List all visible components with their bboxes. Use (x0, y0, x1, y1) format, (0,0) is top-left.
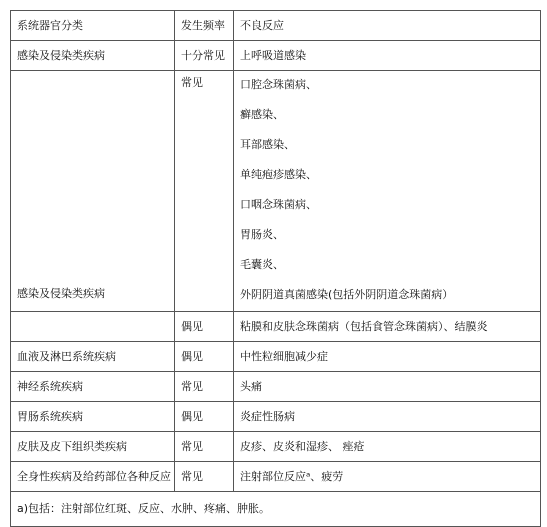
table-row (11, 41, 541, 71)
reaction-item: 癣感染、 (240, 108, 284, 121)
header-organ-class: 系统器官分类 (11, 11, 175, 41)
frequency-cell: 常见 (175, 462, 234, 492)
organ-cell (11, 312, 175, 342)
reaction-cell: 头痛 (234, 372, 541, 402)
reaction-item: 单纯疱疹感染、 (240, 168, 317, 181)
frequency-cell: 常见 (175, 71, 234, 312)
reaction-item: 口腔念珠菌病、 (240, 78, 317, 91)
reaction-cell: 注射部位反应ᵃ、疲劳 (234, 462, 541, 492)
table-header-row (11, 11, 541, 41)
reaction-cell: 上呼吸道感染 (234, 41, 541, 71)
organ-cell: 神经系统疾病 (11, 372, 175, 402)
reaction-item: 毛囊炎、 (240, 258, 284, 271)
reaction-cell: 炎症性肠病 (234, 402, 541, 432)
table-row (11, 312, 541, 342)
reaction-item: 口咽念珠菌病、 (240, 198, 317, 211)
organ-cell: 全身性疾病及给药部位各种反应 (11, 462, 175, 492)
header-frequency: 发生频率 (175, 11, 234, 41)
adverse-reactions-table (10, 10, 541, 527)
reaction-cell: 中性粒细胞减少症 (234, 342, 541, 372)
frequency-cell: 偶见 (175, 402, 234, 432)
table-row (11, 432, 541, 462)
reaction-cell (234, 71, 541, 312)
table-row (11, 462, 541, 492)
table-row (11, 342, 541, 372)
reaction-cell: 粘膜和皮肤念珠菌病（包括食管念珠菌病）、结膜炎 (234, 312, 541, 342)
organ-cell: 血液及淋巴系统疾病 (11, 342, 175, 372)
frequency-cell: 十分常见 (175, 41, 234, 71)
reaction-cell: 皮疹、皮炎和湿疹、 痤疮 (234, 432, 541, 462)
organ-cell: 感染及侵染类疾病 (11, 71, 175, 312)
table-row (11, 372, 541, 402)
header-adverse-reaction: 不良反应 (234, 11, 541, 41)
reaction-item: 外阴阴道真菌感染(包括外阴阴道念珠菌病） (240, 288, 454, 301)
footnote-row (11, 492, 541, 527)
frequency-cell: 常见 (175, 372, 234, 402)
footnote: a)包括：注射部位红斑、反应、水肿、疼痛、肿胀。 (11, 492, 541, 527)
organ-cell: 感染及侵染类疾病 (11, 41, 175, 71)
organ-cell: 皮肤及皮下组织类疾病 (11, 432, 175, 462)
table-row (11, 402, 541, 432)
frequency-cell: 常见 (175, 432, 234, 462)
frequency-cell: 偶见 (175, 312, 234, 342)
frequency-cell: 偶见 (175, 342, 234, 372)
reaction-item: 耳部感染、 (240, 138, 295, 151)
organ-cell: 胃肠系统疾病 (11, 402, 175, 432)
reaction-item: 胃肠炎、 (240, 228, 284, 241)
table-row (11, 71, 541, 312)
